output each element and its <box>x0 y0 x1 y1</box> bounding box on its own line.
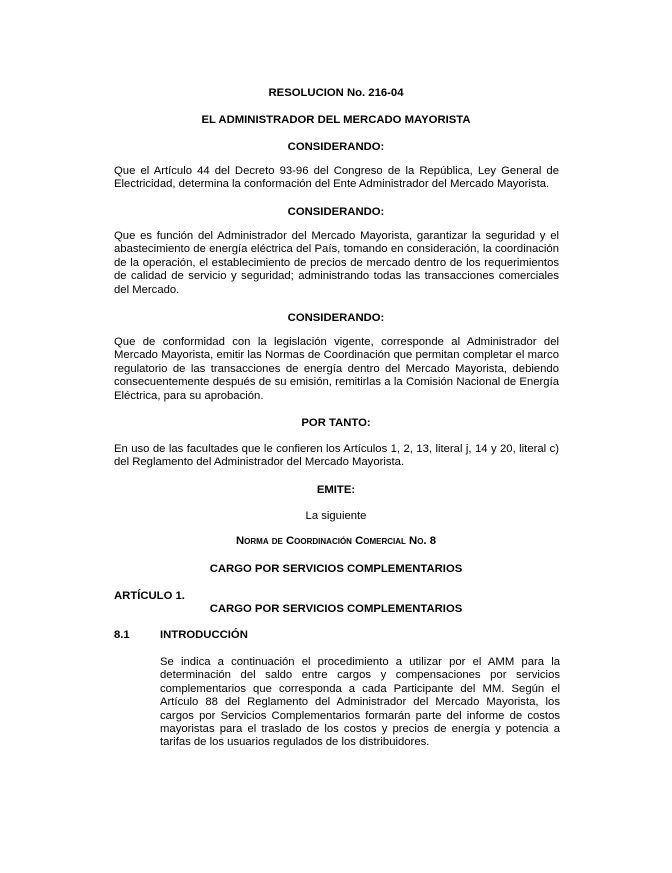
considerando-heading-3: CONSIDERANDO: <box>287 312 385 324</box>
articulo-title: CARGO POR SERVICIOS COMPLEMENTARIOS <box>209 603 463 615</box>
norma-title: Norma de Coordinación Comercial No. 8 <box>236 535 436 547</box>
section-number: 8.1 <box>114 629 130 641</box>
la-siguiente-text: La siguiente <box>305 510 367 522</box>
articulo-label: ARTÍCULO 1. <box>114 590 185 602</box>
por-tanto-paragraph: En uso de las facultades que le confieren los Artículos 1, 2, 13, literal j, 14 y 20, literal c) del Reglamento del Administrador del Mercado Mayorista. <box>114 443 559 469</box>
introduccion-paragraph: Se indica a continuación el procedimiento a utilizar por el AMM para la determinación del saldo entre cargos y compensaciones por servicios complementarios que corresponda a cada Participante del MM. Según el Artículo 88 del Reglamento del Administrador del Mercado Mayorista, los cargos por Servicios Complementarios formarán parte del informe de costos mayoristas para el traslado de los costos y precios de energía y potencia a tarifas de los usuarios regulados de los distribuidores. <box>160 656 560 749</box>
considerando-paragraph-2: Que es función del Administrador del Mercado Mayorista, garantizar la seguridad y el abastecimiento de energía eléctrica del País, tomando en consideración, la coordinación de la operación, el establecimiento de precios de mercado dentro de los requerimientos de calidad de servicio y seguridad; administrando todas las transacciones comerciales del Mercado. <box>114 230 559 296</box>
considerando-heading-1: CONSIDERANDO: <box>287 141 385 153</box>
considerando-paragraph-3: Que de conformidad con la legislación vigente, corresponde al Administrador del Mercado Mayorista, emitir las Normas de Coordinación que permitan completar el marco regulatorio de las transacciones de energía dentro del Mercado Mayorista, debiendo consecuentemente después de su emisión, remitirlas a la Comisión Nacional de Energía Eléctrica, para su aprobación. <box>114 336 559 402</box>
por-tanto-heading: POR TANTO: <box>301 417 371 429</box>
administrator-heading: EL ADMINISTRADOR DEL MERCADO MAYORISTA <box>201 114 471 126</box>
considerando-heading-2: CONSIDERANDO: <box>287 206 385 218</box>
section-title: INTRODUCCIÓN <box>160 629 248 641</box>
resolution-number: RESOLUCION No. 216-04 <box>268 87 404 99</box>
emite-heading: EMITE: <box>316 484 356 496</box>
cargo-title: CARGO POR SERVICIOS COMPLEMENTARIOS <box>209 563 463 575</box>
considerando-paragraph-1: Que el Artículo 44 del Decreto 93-96 del Congreso de la República, Ley General de Electricidad, determina la conformación del Ente Administrador del Mercado Mayorista. <box>114 165 559 191</box>
